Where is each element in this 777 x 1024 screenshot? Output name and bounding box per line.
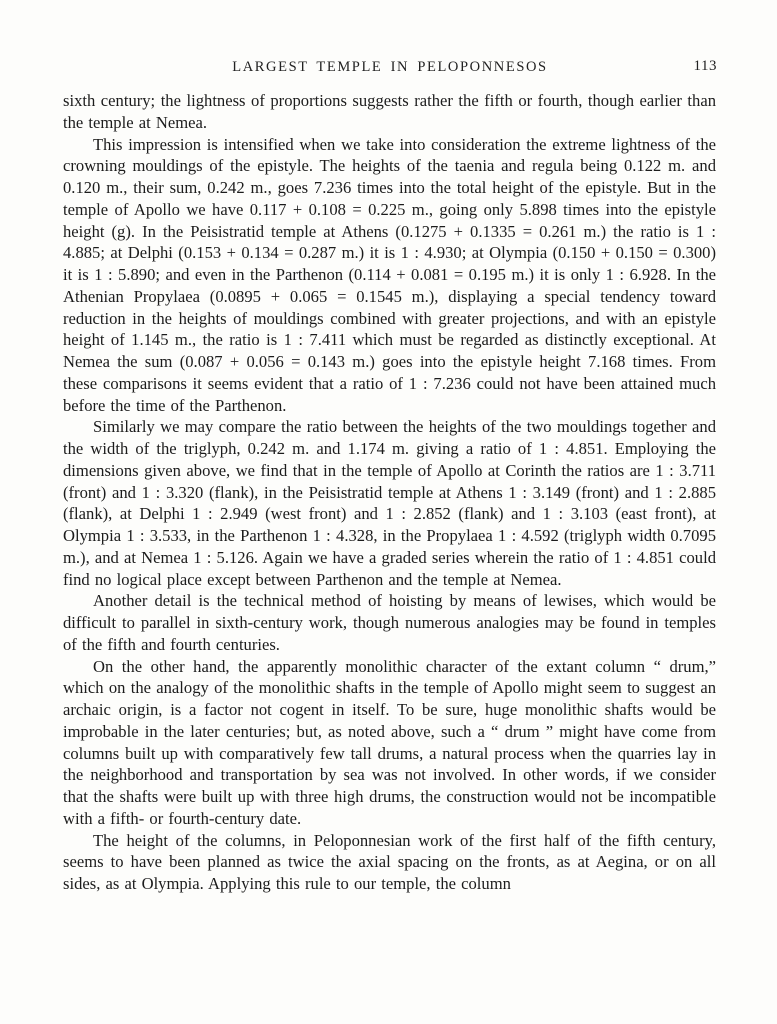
paragraph: The height of the columns, in Peloponnesian work of the first half of the fifth century, seems to have been planned as twice the axial spacing on the fronts, as at Aegina, or on all sides, as at Olympia. Applying this rule to our temple, the column: [63, 830, 716, 893]
running-title: LARGEST TEMPLE IN PELOPONNESOS: [232, 59, 548, 75]
paragraph-continuation: sixth century; the lightness of proportions suggests rather the fifth or fourth, though earlier than the temple at Nemea.: [63, 91, 716, 132]
page-header: [63, 58, 717, 80]
paragraph: Another detail is the technical method of hoisting by means of lewises, which would be difficult to parallel in sixth-century work, though numerous analogies may be found in temples of the fifth and fourth centuries.: [63, 591, 716, 654]
paragraph: On the other hand, the apparently monolithic character of the extant column “ drum,” which on the analogy of the monolithic shafts in the temple of Apollo might seem to suggest an archaic origin, is a factor not cogent in itself. To be sure, huge monolithic shafts would be improbable in the later centuries; but, as noted above, such a “ drum ” might have come from columns built up with comparatively few tall drums, a natural process when the quarries lay in the neighborhood and transportation by sea was not involved. In other words, if we consider that the shafts were built up with three high drums, the construction would not be incompatible with a fifth- or fourth-century date.: [63, 656, 716, 828]
paragraph: This impression is intensified when we take into consideration the extreme lightness of the crowning mouldings of the epistyle. The heights of the taenia and regula being 0.122 m. and 0.120 m., their sum, 0.242 m., goes 7.236 times into the total height of the epistyle. But in the temple of Apollo we have 0.117 + 0.108 = 0.225 m., going only 5.898 times into the epistyle height (g). In the Peisistratid temple at Athens (0.1275 + 0.1335 = 0.261 m.) the ratio is 1 : 4.885; at Delphi (0.153 + 0.134 = 0.287 m.) it is 1 : 4.930; at Olympia (0.150 + 0.150 = 0.300) it is 1 : 5.890; and even in the Parthenon (0.114 + 0.081 = 0.195 m.) it is only 1 : 6.928. In the Athenian Propylaea (0.0895 + 0.065 = 0.1545 m.), displaying a special tendency toward reduction in the heights of mouldings combined with greater projections, and with an epistyle height of 1.145 m., the ratio is 1 : 7.411 which must be regarded as distinctly exceptional. At Nemea the sum (0.087 + 0.056 = 0.143 m.) goes into the epistyle height 7.168 times. From these comparisons it seems evident that a ratio of 1 : 7.236 could not have been attained much before the time of the Parthenon.: [63, 134, 716, 415]
paragraph: Similarly we may compare the ratio between the heights of the two mouldings together and the width of the triglyph, 0.242 m. and 1.174 m. giving a ratio of 1 : 4.851. Employing the dimensions given above, we find that in the temple of Apollo at Corinth the ratios are 1 : 3.711 (front) and 1 : 3.320 (flank), in the Peisistratid temple at Athens 1 : 3.149 (front) and 1 : 2.885 (flank), at Delphi 1 : 2.949 (west front) and 1 : 2.852 (flank) and 1 : 3.103 (east front), at Olympia 1 : 3.533, in the Parthenon 1 : 4.328, in the Propylaea 1 : 4.592 (triglyph width 0.7095 m.), and at Nemea 1 : 5.126. Again we have a graded series wherein the ratio of 1 : 4.851 could find no logical place except between Parthenon and the temple at Nemea.: [63, 417, 716, 589]
page-number: 113: [693, 58, 717, 74]
body-text: [63, 90, 716, 895]
